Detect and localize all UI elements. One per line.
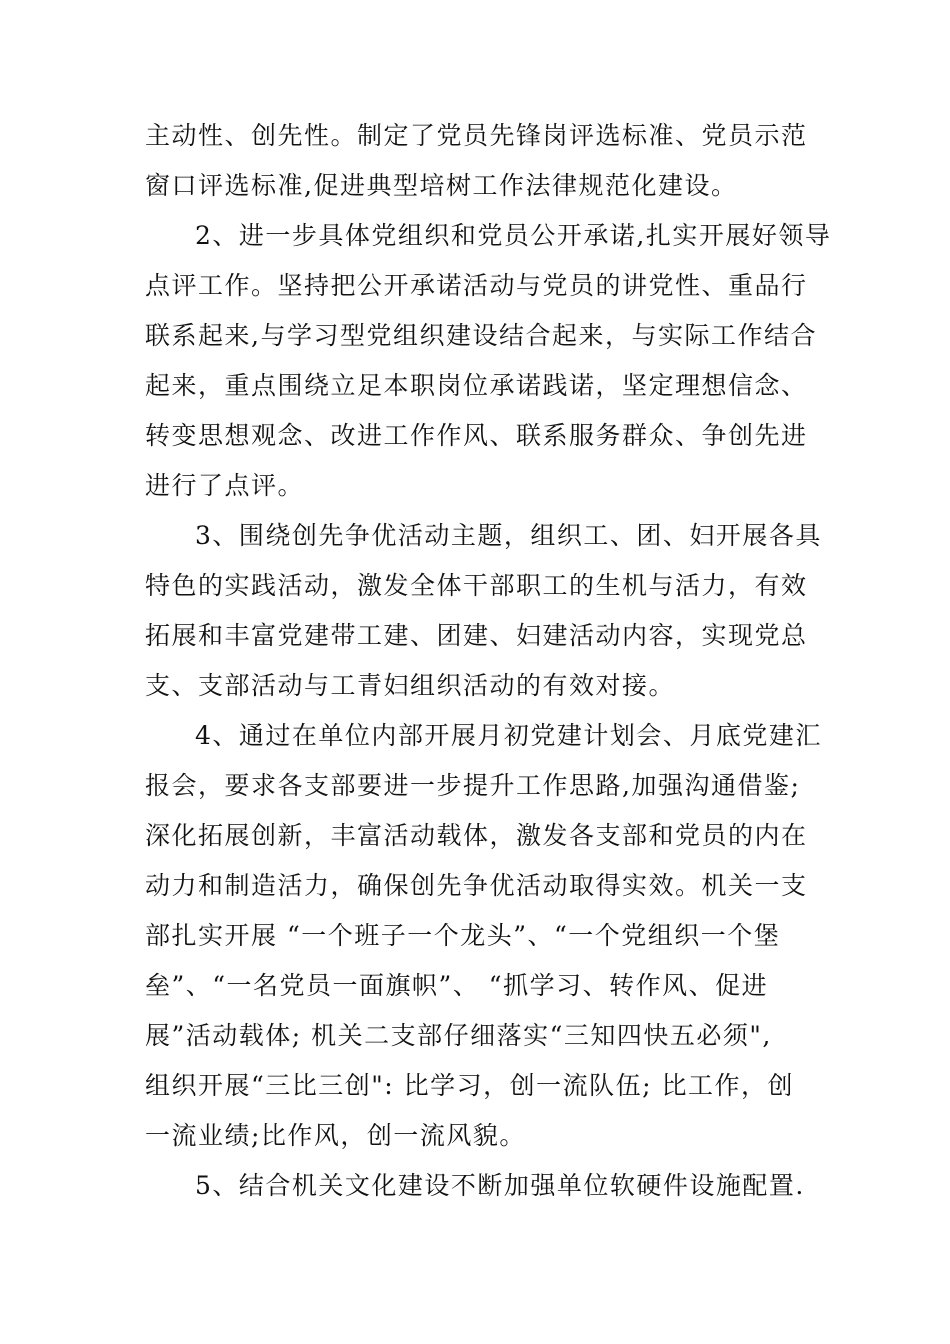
- text-line: 深化拓展创新，丰富活动载体，激发各支部和党员的内在: [145, 821, 808, 850]
- text-line: 进行了点评。: [145, 471, 305, 500]
- paragraph-start-line: 3、围绕创先争优活动主题，组织工、团、妇开展各具: [195, 521, 822, 550]
- paragraph-start-line: 4、通过在单位内部开展月初党建计划会、月底党建汇: [195, 721, 822, 750]
- paragraph-start-line: 5、结合机关文化建设不断加强单位软硬件设施配置.: [195, 1171, 805, 1200]
- text-line: 支、支部活动与工青妇组织活动的有效对接。: [145, 671, 676, 700]
- text-line: 点评工作。坚持把公开承诺活动与党员的讲党性、重品行: [145, 271, 808, 300]
- text-line: 展”活动载体; 机关二支部仔细落实“三知四快五必须",: [145, 1021, 772, 1050]
- text-line: 主动性、创先性。制定了党员先锋岗评选标准、党员示范: [145, 121, 808, 150]
- text-line: 组织开展“三比三创": 比学习，创一流队伍; 比工作，创: [145, 1071, 795, 1100]
- text-line: 拓展和丰富党建带工建、团建、妇建活动内容，实现党总: [145, 621, 808, 650]
- text-line: 转变思想观念、改进工作作风、联系服务群众、争创先进: [145, 421, 808, 450]
- text-line: 一流业绩;比作风，创一流风貌。: [145, 1121, 526, 1150]
- text-line: 垒”、“一名党员一面旗帜”、 “抓学习、转作风、促进: [145, 971, 769, 1000]
- text-line: 起来，重点围绕立足本职岗位承诺践诺，坚定理想信念、: [145, 371, 808, 400]
- text-line: 窗口评选标准,促进典型培树工作法律规范化建设。: [145, 171, 738, 200]
- paragraph-start-line: 2、进一步具体党组织和党员公开承诺,扎实开展好领导: [195, 221, 832, 250]
- text-line: 特色的实践活动，激发全体干部职工的生机与活力，有效: [145, 571, 808, 600]
- text-line: 报会，要求各支部要进一步提升工作思路,加强沟通借鉴;: [145, 771, 801, 800]
- text-line: 联系起来,与学习型党组织建设结合起来，与实际工作结合: [145, 321, 817, 350]
- body-text: [145, 111, 832, 1211]
- text-line: 动力和制造活力，确保创先争优活动取得实效。机关一支: [145, 871, 808, 900]
- text-line: 部扎实开展 “一个班子一个龙头”、“一个党组织一个堡: [145, 921, 781, 950]
